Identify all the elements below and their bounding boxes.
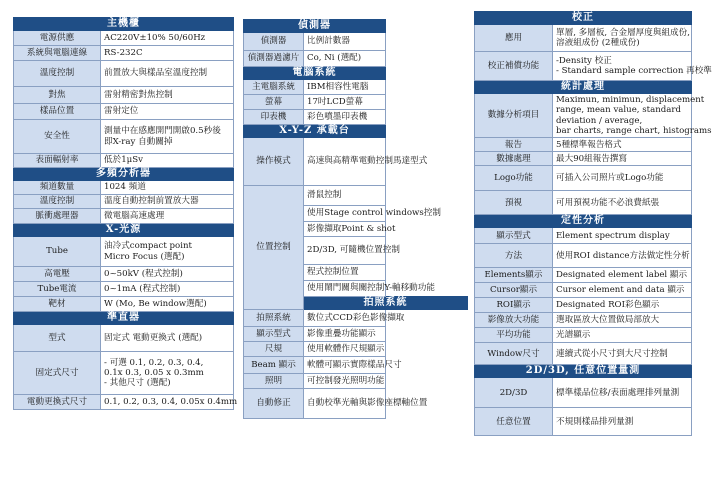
spec-value-line: 最大90組報告撰寫 <box>556 153 628 164</box>
spec-value-line: 不規則樣品排列量測 <box>556 416 634 427</box>
spec-value-line: 微電腦高速處理 <box>104 210 165 221</box>
spec-label: 方法 <box>475 244 553 268</box>
spec-row <box>14 104 234 120</box>
spec-value-line: W (Mo, Be window選配) <box>104 298 207 309</box>
spec-row <box>14 120 234 154</box>
spec-value-line: 低於1μSv <box>104 155 143 166</box>
spec-value-line: 程式控制位置 <box>307 267 359 278</box>
spec-row <box>475 228 692 244</box>
spec-row <box>14 395 234 410</box>
spec-value <box>304 389 428 419</box>
spec-label: 溫度控制 <box>14 195 101 209</box>
spec-label: 靶材 <box>14 297 101 312</box>
spec-label: Elements顯示 <box>475 268 553 283</box>
spec-row <box>244 374 468 389</box>
spec-value <box>304 374 386 389</box>
spec-label: 任意位置 <box>475 408 553 436</box>
col2-spec-table <box>243 19 468 419</box>
spec-value-line: 可用預視功能不必浪費紙張 <box>556 197 660 208</box>
spec-value <box>101 87 234 104</box>
spec-value-line: 滑鼠控制 <box>307 190 342 201</box>
spec-value <box>553 283 692 298</box>
spec-value-line: Designated element label 顯示 <box>556 270 688 281</box>
spec-row <box>244 389 468 419</box>
col3-spec-table <box>474 11 712 436</box>
spec-value <box>101 297 234 312</box>
section-title: 2D/3D, 任意位置量測 <box>475 365 692 378</box>
spec-value <box>304 95 386 110</box>
spec-value-line: 使用鬧門關與關控制Y-軸移動功能 <box>307 283 435 294</box>
spec-value <box>553 52 712 81</box>
spec-label: 電源供應 <box>14 31 101 46</box>
spec-row <box>14 181 234 195</box>
spec-label: 偵測器 <box>244 33 304 51</box>
spec-value <box>553 343 692 365</box>
spec-row <box>475 152 692 166</box>
section-header-row <box>14 18 234 31</box>
spec-value <box>101 104 234 120</box>
spec-label: 應用 <box>475 25 553 52</box>
spec-value-line: 光譜顯示 <box>556 330 591 341</box>
spec-value-line: 17吋LCD螢幕 <box>307 96 363 107</box>
spec-value <box>553 328 692 343</box>
spec-value-line: 高速與高精準電動控制馬達型式 <box>307 156 428 167</box>
spec-column-right <box>474 11 712 436</box>
spec-value <box>553 94 712 138</box>
spec-value-line: 1024 頻道 <box>104 182 146 193</box>
spec-row <box>14 282 234 297</box>
spec-value <box>304 342 386 357</box>
spec-row <box>244 110 468 125</box>
spec-value-line: 5種標準報告格式 <box>556 139 622 150</box>
spec-row <box>14 237 234 267</box>
spec-value <box>553 378 692 408</box>
section-title: 準直器 <box>14 312 234 325</box>
spec-value-line: - 可選 0.1, 0.2, 0.3, 0.4, <box>104 357 204 368</box>
spec-label: 報告 <box>475 138 553 152</box>
spec-value <box>101 395 238 410</box>
spec-value <box>304 265 386 281</box>
spec-value-line: 連續式從小尺寸到大尺寸控制 <box>556 348 668 359</box>
spec-label: ROI顯示 <box>475 298 553 313</box>
section-header-row <box>244 67 468 80</box>
spec-row <box>475 283 692 298</box>
spec-value <box>304 138 428 186</box>
spec-value <box>101 46 234 61</box>
spec-value-line: deviation / average, <box>556 115 643 126</box>
spec-label: 主電腦系統 <box>244 80 304 95</box>
spec-label: 照明 <box>244 374 304 389</box>
spec-row <box>244 342 468 357</box>
spec-label: 脈衝處理器 <box>14 209 101 224</box>
spec-value <box>553 152 692 166</box>
spec-value <box>101 325 234 352</box>
spec-value <box>101 120 234 154</box>
spec-value <box>304 80 386 95</box>
section-title: X-光源 <box>14 224 234 237</box>
spec-label: 高電壓 <box>14 267 101 282</box>
spec-row <box>475 94 692 138</box>
section-header-row <box>244 20 468 33</box>
section-title: 校正 <box>475 12 692 25</box>
spec-label: Logo功能 <box>475 166 553 191</box>
spec-value <box>101 282 234 297</box>
spec-value-line: - 其他尺寸 (選配) <box>104 378 171 389</box>
spec-value-line: 彩色噴墨印表機 <box>307 111 368 122</box>
spec-value-line: RS-232C <box>104 47 143 58</box>
spec-value <box>304 110 386 125</box>
spec-value-line: 0~50kV (程式控制) <box>104 268 183 279</box>
spec-value <box>553 244 692 268</box>
spec-row <box>475 313 692 328</box>
spec-label: 頻道數量 <box>14 181 101 195</box>
spec-value-line: 影像重疊功能顯示 <box>307 328 376 339</box>
spec-row <box>475 408 692 436</box>
spec-value <box>304 281 435 297</box>
spec-label: 溫度控制 <box>14 61 101 87</box>
spec-row <box>244 327 468 342</box>
spec-row <box>14 209 234 224</box>
section-title: 主機櫃 <box>14 18 234 31</box>
spec-value <box>553 228 692 244</box>
spec-value <box>304 206 441 222</box>
spec-row <box>475 378 692 408</box>
spec-label: 安全性 <box>14 120 101 154</box>
spec-row <box>244 51 468 67</box>
section-header-row <box>475 12 692 25</box>
spec-value-line: - Standard sample correction 再校準 <box>556 66 712 76</box>
spec-row <box>475 138 692 152</box>
spec-value-line: 選取區放大位置做局部放大 <box>556 315 660 326</box>
spec-row <box>244 357 468 374</box>
spec-label: Beam 顯示 <box>244 357 304 374</box>
spec-label: 偵測器過濾片 <box>244 51 304 67</box>
section-title: 統計處理 <box>475 81 692 94</box>
spec-row <box>14 195 234 209</box>
spec-value <box>553 298 692 313</box>
spec-value <box>101 31 234 46</box>
spec-row <box>14 87 234 104</box>
spec-column-middle <box>243 19 468 419</box>
spec-row <box>244 80 468 95</box>
spec-value-line: 軟體可顯示實際樣品尺寸 <box>307 359 402 370</box>
section-header-row <box>14 168 234 181</box>
spec-row <box>14 352 234 395</box>
section-header-row <box>244 125 468 138</box>
spec-label: 固定式尺寸 <box>14 352 101 395</box>
spec-value-line: 0.1x 0.3, 0.05 x 0.3mm <box>104 367 204 378</box>
spec-value-line: Co, Ni (選配) <box>307 53 362 64</box>
section-header-row <box>14 224 234 237</box>
col1-spec-table <box>13 17 238 410</box>
spec-value <box>101 154 234 168</box>
spec-label: 平均功能 <box>475 328 553 343</box>
spec-value <box>553 191 692 215</box>
spec-value-line: 固定式 電動更換式 (選配) <box>104 332 203 343</box>
spec-row <box>244 95 468 110</box>
spec-label: 對焦 <box>14 87 101 104</box>
spec-value <box>304 222 396 237</box>
spec-value <box>553 25 692 52</box>
spec-value-line: 溫度自動控制前置放大器 <box>104 196 199 207</box>
spec-row <box>475 328 692 343</box>
spec-row <box>244 310 468 327</box>
spec-value <box>101 209 234 224</box>
spec-label: Window尺寸 <box>475 343 553 365</box>
spec-label: 校正補償功能 <box>475 52 553 81</box>
section-title: X-Y-Z 承載台 <box>244 125 386 138</box>
spec-row <box>14 154 234 168</box>
section-title: 多頻分析器 <box>14 168 234 181</box>
spec-value-line: bar charts, range chart, histograms <box>556 125 712 136</box>
spec-value <box>304 327 386 342</box>
spec-value-line: 0.1, 0.2, 0.3, 0.4, 0.05x 0.4mm <box>104 396 238 407</box>
spec-value-line: Maximun, minimun, displacement <box>556 95 705 105</box>
spec-value-line: 2D/3D, 可隨機位置控制 <box>307 245 400 256</box>
spec-label: Cursor顯示 <box>475 283 553 298</box>
spec-label: 型式 <box>14 325 101 352</box>
spec-value <box>304 310 405 327</box>
spec-value-line: 可插入公司照片或Logo功能 <box>556 173 664 184</box>
spec-value-line: Micro Focus (選配) <box>104 251 185 262</box>
spec-value-line: 0~1mA (程式控制) <box>104 283 181 294</box>
spec-row <box>475 191 692 215</box>
section-title: 偵測器 <box>244 20 386 33</box>
spec-value-line: 使用ROI distance方法做定性分析 <box>556 250 690 261</box>
spec-value-line: 油冷式compact point <box>104 241 192 252</box>
spec-value <box>304 33 386 51</box>
spec-value-line: 自動校準光軸與影像座標軸位置 <box>307 398 428 409</box>
spec-row <box>14 31 234 46</box>
spec-label: 預視 <box>475 191 553 215</box>
section-header-row <box>475 215 692 228</box>
spec-row <box>475 52 692 81</box>
spec-value-line: 單層, 多層板, 合金層厚度與組成份, <box>556 27 690 38</box>
spec-label: 數據分析項目 <box>475 94 553 138</box>
spec-value-line: 雷射定位 <box>104 106 139 117</box>
spec-label: 數據處理 <box>475 152 553 166</box>
spec-value <box>304 186 386 206</box>
spec-label: 尺規 <box>244 342 304 357</box>
spec-label: Tube電流 <box>14 282 101 297</box>
spec-value <box>304 357 402 374</box>
spec-value-line: IBM相容性電腦 <box>307 81 369 92</box>
spec-label: 系統與電腦連線 <box>14 46 101 61</box>
spec-value-line: 測量中在感應開門開啟0.5秒後 <box>104 126 221 137</box>
spec-row <box>475 268 692 283</box>
spec-value <box>101 267 234 282</box>
spec-value-line: range, mean value, standard <box>556 105 682 116</box>
spec-value-line: 雷射精密對焦控制 <box>104 89 173 100</box>
spec-label: 操作模式 <box>244 138 304 186</box>
spec-row <box>475 298 692 313</box>
spec-value <box>101 61 234 87</box>
spec-value-line: 即X-ray 自動關掉 <box>104 136 173 147</box>
section-header-row <box>475 365 692 378</box>
spec-row <box>475 25 692 52</box>
spec-row <box>244 138 468 186</box>
spec-value-line: 使用軟體作尺規顯示 <box>307 343 385 354</box>
spec-row <box>14 61 234 87</box>
spec-column-left <box>13 17 238 410</box>
spec-value <box>101 181 234 195</box>
spec-value-line: 數位式CCD彩色影像擷取 <box>307 312 405 323</box>
spec-row <box>475 166 692 191</box>
spec-value <box>553 408 692 436</box>
section-title: 電腦系統 <box>244 67 386 80</box>
spec-label: 拍照系統 <box>244 310 304 327</box>
spec-label: 印表機 <box>244 110 304 125</box>
spec-value <box>101 195 234 209</box>
spec-value-line: AC220V±10% 50/60Hz <box>104 32 206 43</box>
spec-value-line: Element spectrum display <box>556 230 670 241</box>
spec-label: 顯示型式 <box>475 228 553 244</box>
spec-value <box>304 237 400 265</box>
spec-row <box>475 343 692 365</box>
spec-label: 影像放大功能 <box>475 313 553 328</box>
spec-value <box>553 268 692 283</box>
spec-value-line: 標準樣品位移/表面處理排列量測 <box>556 387 680 398</box>
spec-value-line: 使用Stage control windows控制 <box>307 208 441 219</box>
spec-value <box>304 51 386 67</box>
spec-value-line: 比例計數器 <box>307 36 350 47</box>
spec-row <box>14 267 234 282</box>
spec-label: 位置控制 <box>244 186 304 310</box>
section-header-row <box>14 312 234 325</box>
spec-value <box>553 313 692 328</box>
section-header-row <box>475 81 692 94</box>
spec-value-line: Designated ROI彩色顯示 <box>556 300 660 311</box>
section-title: 拍照系統 <box>304 297 468 310</box>
spec-value-line: Cursor element and data 顯示 <box>556 285 685 296</box>
spec-label: 表面輻射率 <box>14 154 101 168</box>
spec-row <box>475 244 692 268</box>
spec-label: 螢幕 <box>244 95 304 110</box>
spec-value <box>101 237 234 267</box>
spec-value <box>101 352 234 395</box>
spec-label: 2D/3D <box>475 378 553 408</box>
spec-value-line: 可控制發光照明功能 <box>307 375 385 386</box>
spec-value-line: 前置放大與樣品室溫度控制 <box>104 68 208 79</box>
spec-row <box>14 297 234 312</box>
spec-row <box>14 46 234 61</box>
spec-row <box>244 33 468 51</box>
spec-value-line: -Density 校正 <box>556 55 612 66</box>
spec-value <box>553 138 692 152</box>
spec-label: 電動更換式尺寸 <box>14 395 101 410</box>
spec-label: 顯示型式 <box>244 327 304 342</box>
spec-row <box>244 186 468 206</box>
spec-value <box>553 166 692 191</box>
spec-label: 樣品位置 <box>14 104 101 120</box>
spec-row <box>14 325 234 352</box>
spec-value-line: 溶液組成份 (2種成份) <box>556 38 640 48</box>
section-title: 定性分析 <box>475 215 692 228</box>
spec-label: 自動修正 <box>244 389 304 419</box>
spec-value-line: 影像擷取Point & shot <box>307 223 396 234</box>
spec-label: Tube <box>14 237 101 267</box>
